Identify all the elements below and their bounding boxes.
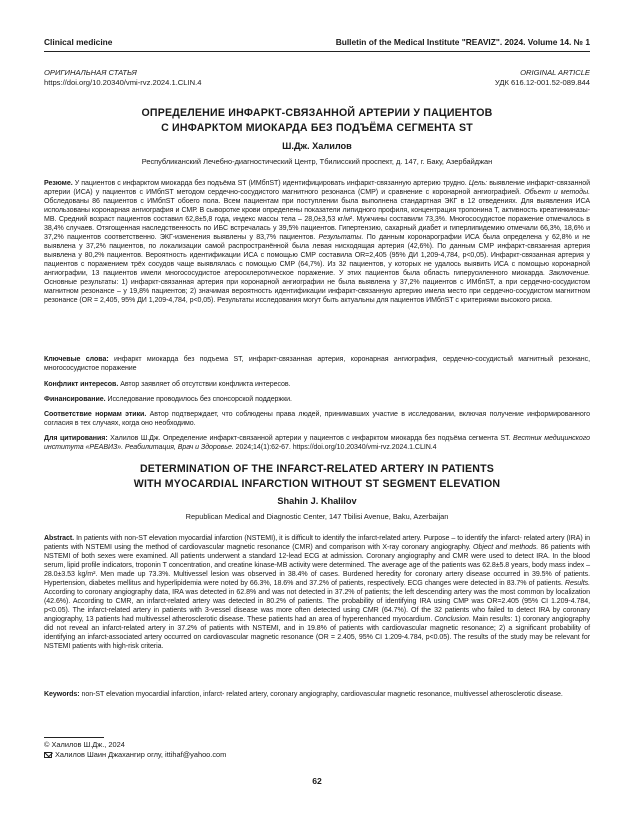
ru-citation-label: Для цитирования:: [44, 435, 108, 442]
section-label: Clinical medicine: [44, 37, 113, 47]
header-rule: [44, 51, 590, 52]
ru-results-text: По данным коронарографии ИСА была определена у 62,8% и не выявлена у 37,2% пациентов, по локализации самой распространённой была левая нисходящая артерия (42,6%). По данным СМР инфаркт-связанная артерия выявлена у 80,2% пациентов. Вероятность идентификации ИСА с помощью СМР составила OR=2,405 (95% ДИ 1,209-4,784, p<0,05). Инфаркт-связанная артерия у пациентов с поражением трёх сосудов чаще выявлялась с помощью СМР (64,7%). Из 32 пациентов, у которых не удалось выявить ИСА с помощью коронарной ангиографии, 13 пациентов имели многососудистое атеросклеротическое поражение. У этих пациентов была область гиперусиленного миокарда.: [44, 234, 590, 277]
en-keywords-text: non-ST elevation myocardial infarction, infarct- related artery, coronary angiography, cardiovascular magnetic resonance, multivessel atherosclerotic disease.: [81, 691, 563, 698]
ru-conflict-label: Конфликт интересов.: [44, 381, 119, 388]
ru-funding-label: Финансирование.: [44, 396, 106, 403]
page-number: 62: [312, 776, 322, 786]
en-conclusion-label: Conclusion.: [434, 616, 471, 623]
ru-citation: [44, 434, 590, 452]
en-author: Shahin J. Khalilov: [277, 496, 357, 506]
en-keywords: [44, 690, 590, 699]
ru-conflict: [44, 380, 590, 389]
ru-citation-journal: Вестник медицинского института «РЕАВИЗ». Реабилитация, Врач и Здоровье.: [44, 435, 590, 451]
ru-author: Ш.Дж. Халилов: [282, 141, 352, 151]
en-results-label: Results.: [564, 580, 590, 587]
en-methods-label: Object and methods.: [473, 544, 539, 551]
envelope-icon: [44, 752, 52, 758]
en-abstract: [44, 534, 590, 651]
ru-ethics-label: Соответствие нормам этики.: [44, 411, 147, 418]
copyright: © Халилов Ш.Дж., 2024: [44, 740, 125, 749]
en-conclusion-text: Main results: 1) coronary angiography did not reveal an infarct-related artery in 37.2% of patients with NSTEMI, and in 19.8% of patients with cardiovascular magnetic resonance; 2) a significant probability of identifying an infarct-associated artery occurred on cardiovascular magnetic resonance (OR = 2.405, 95% CI 1.209-4.784, p<0.05). The results of the study may be relevant for NSTEMI patients with high-risk criteria.: [44, 616, 590, 650]
ru-conclusion-label: Заключение.: [548, 270, 590, 277]
ru-funding-text: Исследование проводилось без спонсорской поддержки.: [107, 396, 292, 403]
ru-funding: [44, 395, 590, 404]
ru-methods-label: Объект и методы.: [524, 189, 590, 196]
journal-label: Bulletin of the Medical Institute "REAVIZ". 2024. Volume 14. № 1: [335, 37, 590, 47]
en-keywords-label: Keywords:: [44, 691, 80, 698]
en-abstract-intro: In patients with non-ST elevation myocardial infarction (NSTEMI), it is difficult to identify the infarct-related artery. Purpose – to identify the infarct- related artery (IRA) in patients with NSTEMI using the method of cardiovascular magnetic resonance (CMR) and comparison with X-ray coronary angiography.: [44, 535, 590, 551]
en-results-text: According to coronary angiography data, IRA was detected in 62.8% and was not detected in 37.2% of patients; the left descending artery was the most common by localization (42.6%). According to CMR, an infarct-related artery was detected in 80.2% of patients. The probability of identifying IRA using CMP was OR=2.405 (95% CI 1.209-4.784, p<0.05). The infarct-related artery in patients with 3-vessel disease was more often detected using CMR (64.7%). Of the 32 patients who failed to detect IRA by coronary angiography, 13 patients had multivessel atherosclerotic disease. These patients had an area of hyperenhanced myocardium.: [44, 589, 590, 623]
ru-title-line-2: С ИНФАРКТОМ МИОКАРДА БЕЗ ПОДЪЁМА СЕГМЕНТА ST: [161, 121, 473, 134]
article-type-en: ORIGINAL ARTICLE: [520, 68, 590, 77]
ru-citation-text: Халилов Ш.Дж. Определение инфаркт-связанной артерии у пациентов с инфарктом миокарда без подъёма сегмента ST.: [110, 435, 511, 442]
doi-link[interactable]: https://doi.org/10.20340/vmi-rvz.2024.1.CLIN.4: [44, 77, 202, 87]
en-title-line-1: DETERMINATION OF THE INFARCT-RELATED ARTERY IN PATIENTS: [139, 463, 495, 475]
ru-abstract-label: Резюме.: [44, 180, 73, 187]
ru-conclusion-text: Основные результаты: 1) инфаркт-связанная артерия при коронарной ангиографии не была выявлена у 37,2% пациентов с ИМбпST, а при сердечно-сосудистом магнитном резонансе – у 19,8% пациентов; 2) значимая вероятность идентификации инфаркт-связанную артерию имела место при сердечно-сосудистом магнитном резонансе (OR = 2,405, 95% ДИ 1,209-4,784, p<0,05). Результаты исследования могут быть актуальны для пациентов ИМбпST с критериями высокого риска.: [44, 279, 590, 304]
en-title: [44, 462, 590, 491]
ru-methods-text: Обследованы 86 пациентов с ИМбпST обоего пола. Всем пациентам при поступлении была выполнена стандартная ЭКГ в 12 отведениях. Для выявления ИСА использованы коронарная ангиография и СМР. В сыворотке крови определены показатели липидного профиля, концентрация тропонина Т, активность креатинкиназы-МВ. Средний возраст пациентов составил 62,8±5,8 года, индекс массы тела – 28,0±3,53 кг/м². Мужчины составили 73,3%. Многососудистое поражение отмечалось в 38,4% случаев. Отягощенная наследственность по ИБС встречалась у 39,5% пациентов. Гипертензию, сахарный диабет и гиперлипидемию отмечали 66,3%, 18,6% и 37,2% пациентов соответственно. ЭКГ-изменения выявлены у 83,7% пациентов.: [44, 198, 590, 241]
corresponding-author: [44, 750, 226, 760]
ru-conflict-text: Автор заявляет об отсутствии конфликта интересов.: [120, 381, 291, 388]
article-type-ru: ОРИГИНАЛЬНАЯ СТАТЬЯ: [44, 68, 137, 77]
en-affiliation: Republican Medical and Diagnostic Center, 147 Tbilisi Avenue, Baku, Azerbaijan: [185, 512, 449, 521]
ru-title: [44, 106, 590, 135]
ru-abstract: [44, 179, 590, 305]
ru-keywords-text: инфаркт миокарда без подъема ST, инфаркт-связанная артерия, коронарная ангиография, сердечно-сосудистый магнитный резонанс, многососудистое поражение: [44, 356, 590, 372]
contact-text[interactable]: Халилов Шаин Джахангир оглу, ittihaf@yahoo.com: [55, 750, 227, 759]
ru-ethics-text: Автор подтверждает, что соблюдены права людей, принимавших участие в исследовании, включая получение информированного согласия в тех случаях, когда оно необходимо.: [44, 411, 590, 427]
ru-affiliation: Республиканский Лечебно-диагностический Центр, Тбилисский проспект, д. 147, г. Баку, Азербайджан: [141, 157, 493, 166]
en-abstract-label: Abstract.: [44, 535, 75, 542]
en-methods-text: 86 patients with NSTEMI of both sexes were examined. All patients underwent a standard 12-lead ECG at admission. Coronary angiography and CMR were used to detect IRA. In the blood serum, lipid profile indicators, troponin T concentration, and creatine kinase-MB activity were determined. The average age of the patients was 62.8±5.8 years, body mass index – 28.0±3.53 kg/m². Men made up 73.3%. Multivessel lesion was observed in 38.4% of cases. Burdened heredity for coronary artery disease occurred in 39.5% of patients. Hypertension, diabetes mellitus and hyperlipidemia were noted by 66.3%, 18.6% and 37.2% of patients, respectively. ECG changes were detected in 83.7% of patients.: [44, 544, 590, 587]
ru-citation-doi[interactable]: 2024;14(1):62-67. https://doi.org/10.20340/vmi-rvz.2024.1.CLIN.4: [235, 444, 437, 451]
footnote-rule: [44, 737, 104, 738]
running-header: [44, 37, 590, 47]
ru-ethics: [44, 410, 590, 428]
ru-goal-text: выявление инфаркт-связанной артерии (ИСА) у пациентов с ИМбпST методом сердечно-сосудистого магнитного резонанса (СМР) и сравнение с коронарной ангиографией.: [44, 180, 590, 196]
ru-keywords: [44, 355, 590, 373]
ru-abstract-intro: У пациентов с инфарктом миокарда без подъёма ST (ИМбпST) идентифицировать инфаркт-связанную артерию трудно.: [74, 180, 467, 187]
ru-results-label: Результаты.: [318, 234, 364, 241]
udc-code: УДК 616.12-001.52-089.844: [494, 77, 590, 87]
article-meta: [44, 68, 590, 87]
ru-keywords-label: Ключевые слова:: [44, 356, 109, 363]
en-title-line-2: WITH MYOCARDIAL INFARCTION WITHOUT ST SEGMENT ELEVATION: [133, 477, 501, 490]
ru-title-line-1: ОПРЕДЕЛЕНИЕ ИНФАРКТ-СВЯЗАННОЙ АРТЕРИИ У ПАЦИЕНТОВ: [141, 107, 493, 119]
ru-goal-label: Цель:: [468, 180, 488, 187]
